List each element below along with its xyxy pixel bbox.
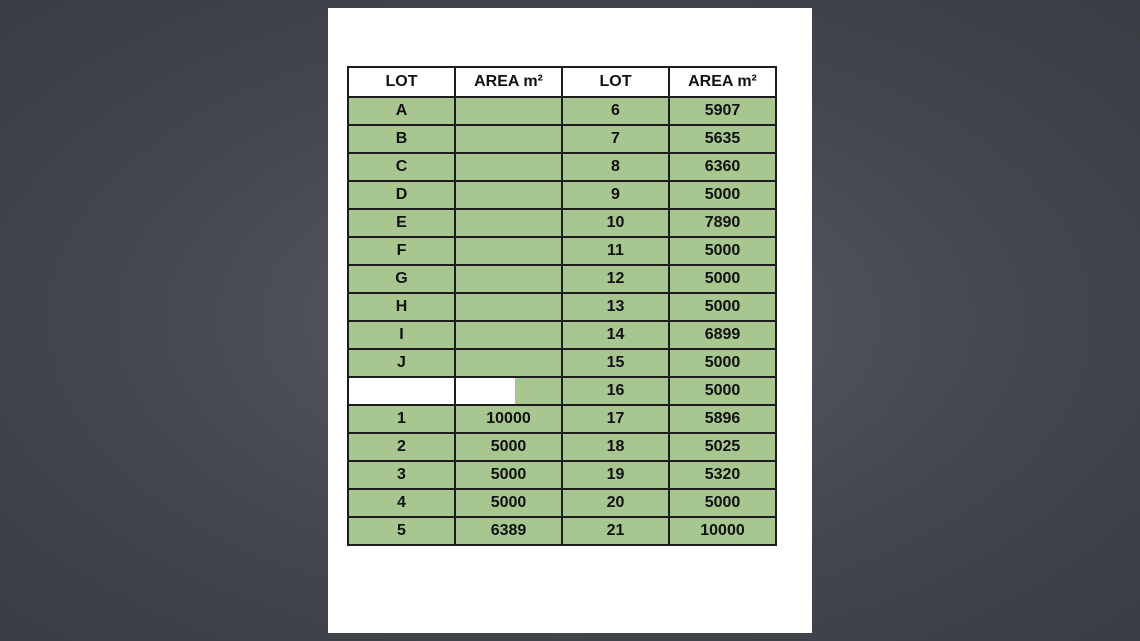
lot-cell: 20 bbox=[562, 489, 669, 517]
table-row bbox=[348, 461, 776, 489]
area-cell: 5025 bbox=[669, 433, 776, 461]
area-cell: 5907 bbox=[669, 97, 776, 125]
lot-cell: 15 bbox=[562, 349, 669, 377]
lot-cell: 4 bbox=[348, 489, 455, 517]
lot-cell: 18 bbox=[562, 433, 669, 461]
area-cell: 5000 bbox=[455, 433, 562, 461]
lot-cell: H bbox=[348, 293, 455, 321]
table-row bbox=[348, 349, 776, 377]
lot-cell: D bbox=[348, 181, 455, 209]
area-cell: 5635 bbox=[669, 125, 776, 153]
lot-cell: 9 bbox=[562, 181, 669, 209]
lot-cell: 14 bbox=[562, 321, 669, 349]
lot-cell: F bbox=[348, 237, 455, 265]
area-cell: 5000 bbox=[669, 377, 776, 405]
area-cell: 6389 bbox=[455, 517, 562, 545]
table-row bbox=[348, 489, 776, 517]
table-row bbox=[348, 293, 776, 321]
lot-cell: 3 bbox=[348, 461, 455, 489]
lot-cell: 7 bbox=[562, 125, 669, 153]
table-row bbox=[348, 321, 776, 349]
area-cell: 5000 bbox=[455, 461, 562, 489]
lot-cell: 17 bbox=[562, 405, 669, 433]
area-cell bbox=[455, 153, 562, 181]
table-row bbox=[348, 433, 776, 461]
area-cell: 5000 bbox=[669, 181, 776, 209]
lot-cell: E bbox=[348, 209, 455, 237]
lot-cell: 19 bbox=[562, 461, 669, 489]
lot-cell: 5 bbox=[348, 517, 455, 545]
area-cell: 7890 bbox=[669, 209, 776, 237]
table-row bbox=[348, 237, 776, 265]
area-cell: 5896 bbox=[669, 405, 776, 433]
lot-cell: 12 bbox=[562, 265, 669, 293]
table-row bbox=[348, 405, 776, 433]
header-area-1: AREA m² bbox=[455, 67, 562, 97]
area-cell bbox=[455, 265, 562, 293]
area-cell: 10000 bbox=[455, 405, 562, 433]
area-cell: 5000 bbox=[669, 237, 776, 265]
area-cell bbox=[455, 97, 562, 125]
area-cell: 5000 bbox=[669, 349, 776, 377]
lot-cell: 1 bbox=[348, 405, 455, 433]
table-row bbox=[348, 265, 776, 293]
area-cell bbox=[455, 237, 562, 265]
lot-cell: 6 bbox=[562, 97, 669, 125]
lot-cell: 13 bbox=[562, 293, 669, 321]
area-cell bbox=[455, 321, 562, 349]
lot-area-table bbox=[347, 66, 777, 546]
lot-cell: J bbox=[348, 349, 455, 377]
table-header-row bbox=[348, 67, 776, 97]
lot-cell: B bbox=[348, 125, 455, 153]
area-cell: 10000 bbox=[669, 517, 776, 545]
lot-cell: 2 bbox=[348, 433, 455, 461]
area-cell bbox=[455, 293, 562, 321]
table-row bbox=[348, 209, 776, 237]
header-lot-2: LOT bbox=[562, 67, 669, 97]
area-cell bbox=[455, 181, 562, 209]
lot-cell bbox=[348, 377, 455, 405]
table-row bbox=[348, 377, 776, 405]
lot-cell: I bbox=[348, 321, 455, 349]
area-cell: 5320 bbox=[669, 461, 776, 489]
area-cell bbox=[455, 125, 562, 153]
lot-cell: 16 bbox=[562, 377, 669, 405]
table-row bbox=[348, 181, 776, 209]
table-row bbox=[348, 517, 776, 545]
lot-cell: 10 bbox=[562, 209, 669, 237]
lot-cell: C bbox=[348, 153, 455, 181]
table-row bbox=[348, 97, 776, 125]
area-cell: 6899 bbox=[669, 321, 776, 349]
area-cell: 6360 bbox=[669, 153, 776, 181]
area-cell: 5000 bbox=[455, 489, 562, 517]
area-cell bbox=[455, 349, 562, 377]
area-cell bbox=[455, 209, 562, 237]
area-cell: 5000 bbox=[669, 293, 776, 321]
header-lot-1: LOT bbox=[348, 67, 455, 97]
area-cell bbox=[455, 377, 562, 405]
header-area-2: AREA m² bbox=[669, 67, 776, 97]
table-row bbox=[348, 153, 776, 181]
table-body bbox=[348, 97, 776, 545]
lot-cell: A bbox=[348, 97, 455, 125]
lot-cell: 11 bbox=[562, 237, 669, 265]
area-cell: 5000 bbox=[669, 489, 776, 517]
lot-cell: 8 bbox=[562, 153, 669, 181]
document-page bbox=[328, 8, 812, 633]
table-row bbox=[348, 125, 776, 153]
lot-cell: G bbox=[348, 265, 455, 293]
area-cell: 5000 bbox=[669, 265, 776, 293]
lot-cell: 21 bbox=[562, 517, 669, 545]
